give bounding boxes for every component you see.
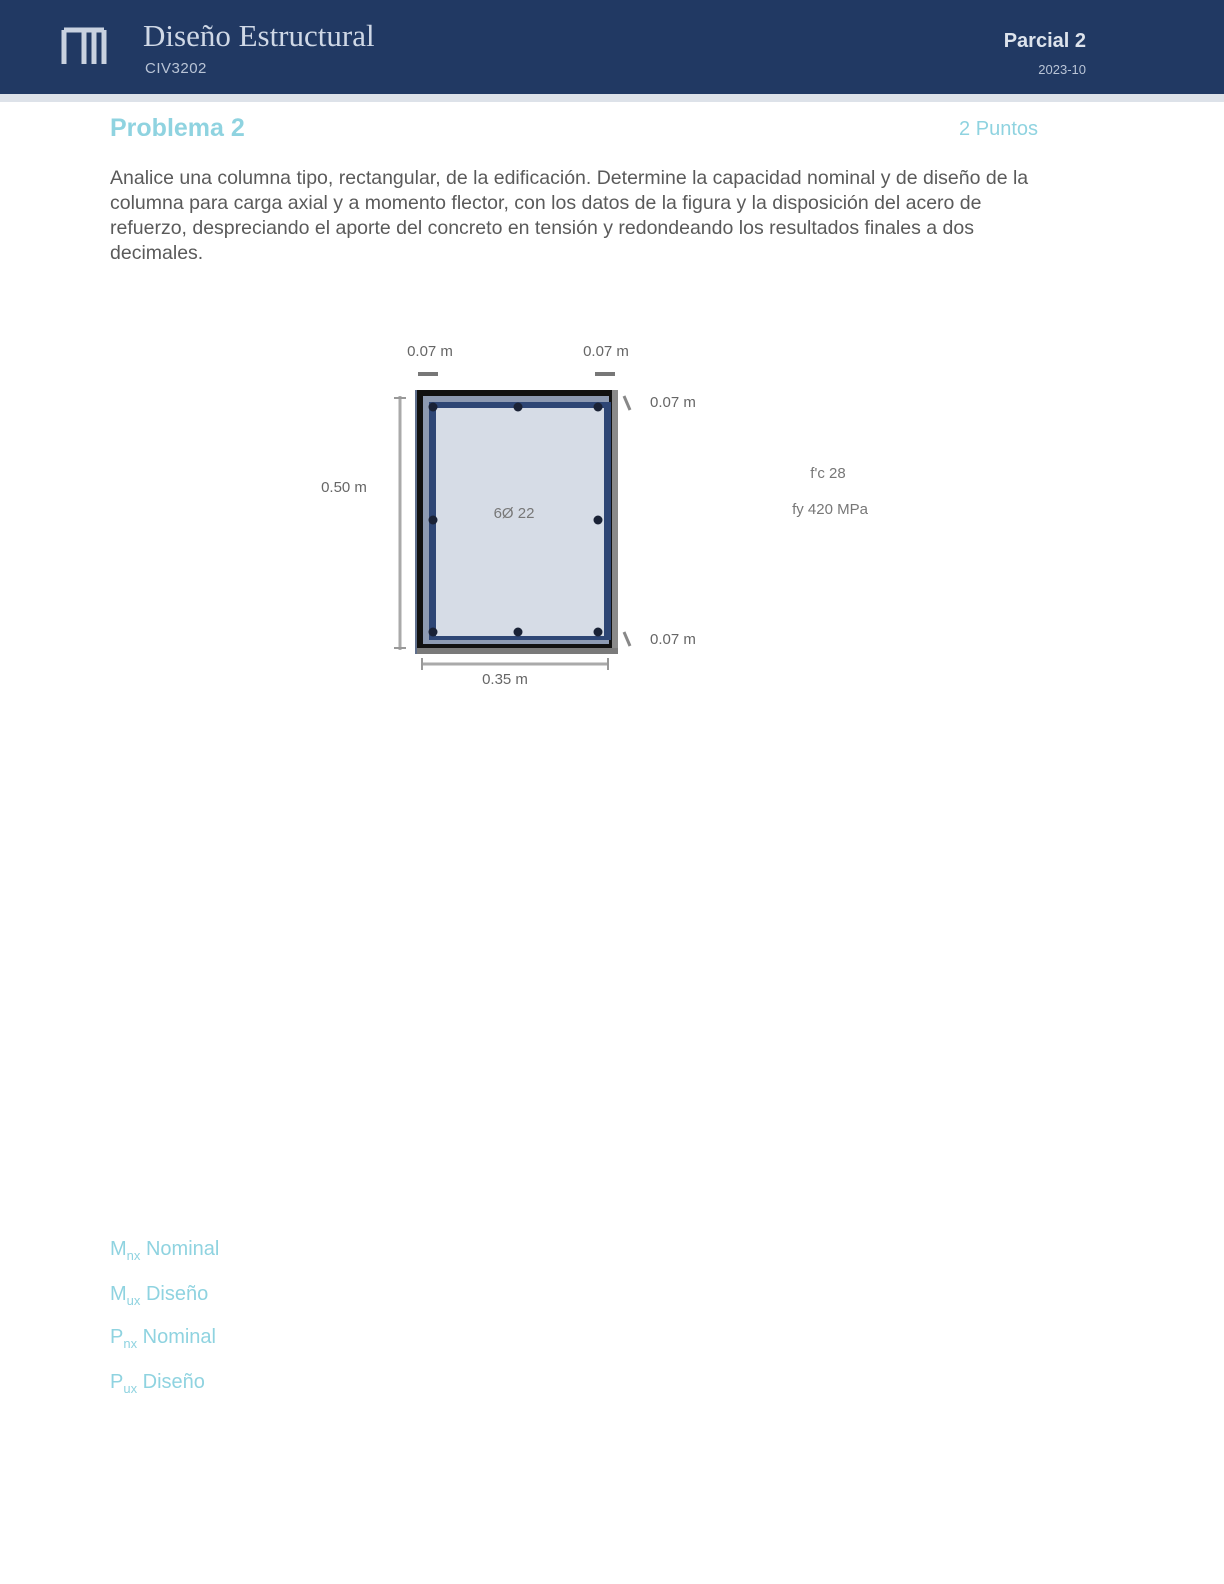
concrete-core (436, 408, 604, 636)
column-section-figure (290, 320, 910, 700)
rebar (429, 628, 438, 637)
rebar (594, 403, 603, 412)
dim-tick (624, 396, 630, 410)
problem-statement: Analice una columna tipo, rectangular, de la edificación. Determine la capacidad nominal y de diseño de la columna para carga axial y a momento flector, con los datos de la figura y la disposición del acero de refuerzo, despreciando el aporte del concreto en tensión y redondeando los resultados finales a dos decimales. (110, 167, 1029, 264)
section-shadow (612, 390, 618, 654)
university-logo-icon (60, 24, 112, 70)
rebar (514, 628, 523, 637)
answer-mn-nominal: $M_{nx}$ Nominal (110, 1238, 220, 1263)
answer-pu-design: $P_{ux}$ Diseño (110, 1371, 205, 1396)
fc-label: f'c 28 (810, 465, 846, 482)
section-shadow (417, 648, 618, 654)
fy-label: fy 420 MPa (792, 501, 868, 518)
header-divider (0, 94, 1224, 102)
problem-points: 2 Puntos (959, 118, 1038, 140)
answer-pn-nominal: $P_{nx}$ Nominal (110, 1326, 216, 1351)
dim-left-cover: 0.07 m (407, 343, 453, 360)
rebar (594, 628, 603, 637)
exam-label: Parcial 2 (1003, 30, 1086, 52)
answer-mu-design: $M_{ux}$ Diseño (110, 1283, 209, 1308)
dim-right-cover: 0.07 m (583, 343, 629, 360)
problem-title: Problema 2 (110, 114, 245, 142)
course-title: Diseño Estructural (143, 18, 375, 53)
rebar (429, 403, 438, 412)
dim-width: 0.35 m (482, 671, 528, 688)
course-code: CIV3202 (145, 60, 207, 77)
page-header (0, 0, 1224, 94)
rebar (429, 516, 438, 525)
rebar (594, 516, 603, 525)
dim-bottom-cover: 0.07 m (650, 631, 696, 648)
dim-height: 0.50 m (321, 479, 367, 496)
dim-top-cover: 0.07 m (650, 394, 696, 411)
exam-date: 2023-10 (1038, 62, 1086, 77)
bar-label: 6Ø 22 (493, 505, 535, 522)
dim-tick (624, 632, 630, 646)
rebar (514, 403, 523, 412)
